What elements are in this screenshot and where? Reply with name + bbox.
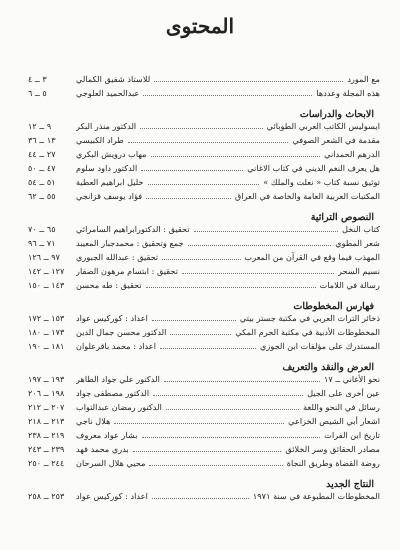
toc-entry <box>28 280 380 294</box>
dot-leader <box>140 123 262 129</box>
entry-author: الدكتور محسن جمال الدين <box>76 327 167 337</box>
toc-entry <box>28 252 380 266</box>
entry-pages: ٤٧ ــ ٥٠ <box>28 163 56 173</box>
entry-title: ذخائر التراث العربي في مكتبة جستر بيتي <box>239 313 380 323</box>
toc-entry <box>28 266 380 280</box>
toc-entry <box>28 402 380 416</box>
entry-author: بدري محمد فهد <box>76 444 129 454</box>
entry-title: كتاب النخل <box>342 224 380 234</box>
section-heading: العرض والنقد والتعريف <box>282 362 374 373</box>
entry-title: شعر المطوي <box>335 238 380 248</box>
dot-leader <box>162 254 240 260</box>
entry-title: هل يعرف النغم الديني في كتاب الاغاني <box>247 163 380 173</box>
entry-pages: ٩٧ ــ ١٢٦ <box>28 252 61 262</box>
entry-pages: ٣ ــ ٤ <box>28 74 47 84</box>
entry-author: فؤاد يوسف قزانجي <box>76 191 143 201</box>
toc-entry <box>28 491 380 505</box>
dot-leader <box>166 404 299 410</box>
dot-leader <box>170 329 231 335</box>
toc-entry <box>28 74 380 88</box>
entry-author: بشار عواد معروف <box>76 430 138 440</box>
toc-section <box>28 479 380 505</box>
toc-entry <box>28 327 380 341</box>
toc-entry <box>28 374 380 388</box>
entry-pages: ٧١ ــ ٩٦ <box>28 238 56 248</box>
entry-pages: ٩ ــ ١٢ <box>28 121 52 131</box>
dot-leader <box>164 376 320 382</box>
entry-title: المكتبات العربية العامة والخاصة في العراق <box>235 191 380 201</box>
dot-leader <box>194 226 338 232</box>
entry-author: للاستاذ شفيق الكمالي <box>76 74 151 84</box>
entry-author: الدكتور داود سلوم <box>76 163 138 173</box>
dot-leader <box>133 446 282 452</box>
toc-entry <box>28 444 380 458</box>
toc-entry <box>28 121 380 135</box>
entry-pages: ١٢٧ ــ ١٤٢ <box>28 266 65 276</box>
dot-leader <box>153 390 303 396</box>
entry-pages: ١٩٨ ــ ٢٠٦ <box>28 388 65 398</box>
entry-title: المخطوطات الأدبية في مكتبة الحرم المكي <box>235 327 380 337</box>
toc-section <box>28 109 380 205</box>
entry-author: عبدالحميد العلوجي <box>76 88 140 98</box>
entry-pages: ٢٧ ــ ٤٤ <box>28 149 56 159</box>
dot-leader <box>151 151 321 157</box>
toc-entry <box>28 313 380 327</box>
dot-leader <box>114 418 284 424</box>
toc-entry <box>28 388 380 402</box>
dot-leader <box>152 493 249 499</box>
entry-title: توثيق نسبة كتاب « نعلت والملك » <box>263 177 380 187</box>
dot-leader <box>148 179 260 185</box>
entry-title: عين أخرى على الجيل <box>307 388 380 398</box>
entry-title: هذه المجلة وعددها <box>316 88 380 98</box>
entry-author: الدكتور رمضان عبدالتواب <box>76 402 162 412</box>
toc-entry <box>28 341 380 355</box>
entry-pages: ٢٣٩ ــ ٢٤٣ <box>28 444 65 454</box>
entry-pages: ١٥٣ ــ ١٧٢ <box>28 313 65 323</box>
entry-pages: ٢٠٧ ــ ٢١٢ <box>28 402 65 412</box>
toc-section <box>28 70 380 102</box>
dot-leader <box>182 268 334 274</box>
dot-leader <box>152 315 236 321</box>
entry-title: المهذب فيما وقع في القرآن من المعرب <box>244 252 380 262</box>
entry-title: روضة القضاة وطريق النجاة <box>286 458 380 468</box>
entry-pages: ٥ ــ ٦ <box>28 88 47 98</box>
entry-pages: ٥٥ ــ ٦٢ <box>28 191 56 201</box>
entry-title: مع المورد <box>347 74 380 84</box>
toc-entry <box>28 224 380 238</box>
entry-title: المخطوطات المطبوعة في سنة ١٩٧١ <box>252 491 380 501</box>
entry-title: الدرهم الحمداني <box>324 149 380 159</box>
toc-entry <box>28 88 380 102</box>
dot-leader <box>146 282 316 288</box>
table-of-contents <box>28 70 380 505</box>
entry-pages: ٢٥٣ ــ ٢٥٨ <box>28 491 65 501</box>
entry-pages: ١٧٣ ــ ١٨٠ <box>28 327 65 337</box>
page-title: المحتوى <box>165 14 235 38</box>
toc-entry <box>28 135 380 149</box>
entry-pages: ٢١٩ ــ ٢٣٨ <box>28 430 65 440</box>
entry-title: المستدرك على مؤلفات ابن الجوزي <box>260 341 380 351</box>
entry-pages: ٢١٣ ــ ٢١٨ <box>28 416 65 426</box>
entry-author: تحقيق : الدكتورابراهيم السامرائي <box>76 224 190 234</box>
entry-author: اعداد : كوركيس عواد <box>76 313 148 323</box>
entry-pages: ٥١ ــ ٥٤ <box>28 177 56 187</box>
entry-author: الدكتور منذر البكر <box>76 121 137 131</box>
entry-author: مهاب درويش البكري <box>76 149 147 159</box>
entry-pages: ١٤٣ ــ ١٥٠ <box>28 280 65 290</box>
dot-leader <box>142 432 321 438</box>
entry-author: تحقيق : عبدالله الجبوري <box>76 252 159 262</box>
entry-title: رسالة في اللامات <box>319 280 380 290</box>
entry-title: تاريخ ابن الفرات <box>324 430 380 440</box>
entry-pages: ١٣ ــ ٣٦ <box>28 135 56 145</box>
entry-author: هلال ناجي <box>76 416 111 426</box>
dot-leader <box>146 193 231 199</box>
entry-author: محيي هلال السرحان <box>76 458 146 468</box>
dot-leader <box>188 240 332 246</box>
entry-author: الدكتور علي جواد الطاهر <box>76 374 160 384</box>
dot-leader <box>154 76 343 82</box>
entry-author: تحقيق : ابتسام مرهون الصفار <box>76 266 178 276</box>
entry-author: جمع وتحقيق : محمدجبار المعيبد <box>76 238 184 248</box>
entry-title: نحو الأغاني ــ ١٧ <box>323 374 380 384</box>
toc-entry <box>28 191 380 205</box>
toc-entry <box>28 238 380 252</box>
entry-author: طراد الكبيسي <box>76 135 124 145</box>
toc-entry <box>28 416 380 430</box>
entry-title: مصادر الحقائق وسر الخلائق <box>285 444 380 454</box>
entry-author: الدكتور مصطفى جواد <box>76 388 150 398</box>
entry-pages: ٦٥ ــ ٧٠ <box>28 224 56 234</box>
section-heading: فهارس المخطوطات <box>293 301 374 312</box>
dot-leader <box>141 165 243 171</box>
entry-author: اعداد : محمد باقرعلوان <box>76 341 156 351</box>
section-heading: النصوص التراثية <box>310 212 374 223</box>
dot-leader <box>160 343 256 349</box>
entry-title: رسائل في النحو واللغة <box>303 402 380 412</box>
section-heading: النتاج الجديد <box>326 479 374 490</box>
dot-leader <box>128 137 289 143</box>
toc-section <box>28 301 380 355</box>
section-heading: الابحاث والدراسات <box>299 109 374 120</box>
entry-author: تحقيق : طه محسن <box>76 280 142 290</box>
entry-title: ايسوليس الكاتب العربي الطوبائي <box>266 121 380 131</box>
entry-title: اشعار أبي الشيص الخزاعي <box>288 416 380 426</box>
toc-entry <box>28 430 380 444</box>
toc-section <box>28 362 380 472</box>
entry-title: نسيم السحر <box>338 266 380 276</box>
entry-author: خليل ابراهيم العطية <box>76 177 144 187</box>
entry-pages: ١٩٣ ــ ١٩٧ <box>28 374 65 384</box>
toc-entry <box>28 149 380 163</box>
toc-entry <box>28 458 380 472</box>
toc-section <box>28 212 380 294</box>
dot-leader <box>149 460 282 466</box>
entry-pages: ١٨١ ــ ١٩٠ <box>28 341 65 351</box>
entry-title: مقدمة في الشعر الصوفي <box>292 135 380 145</box>
toc-entry <box>28 163 380 177</box>
entry-author: اعداد : كوركيس عواد <box>76 491 148 501</box>
dot-leader <box>143 90 312 96</box>
entry-pages: ٢٤٤ ــ ٢٥٠ <box>28 458 65 468</box>
toc-entry <box>28 177 380 191</box>
